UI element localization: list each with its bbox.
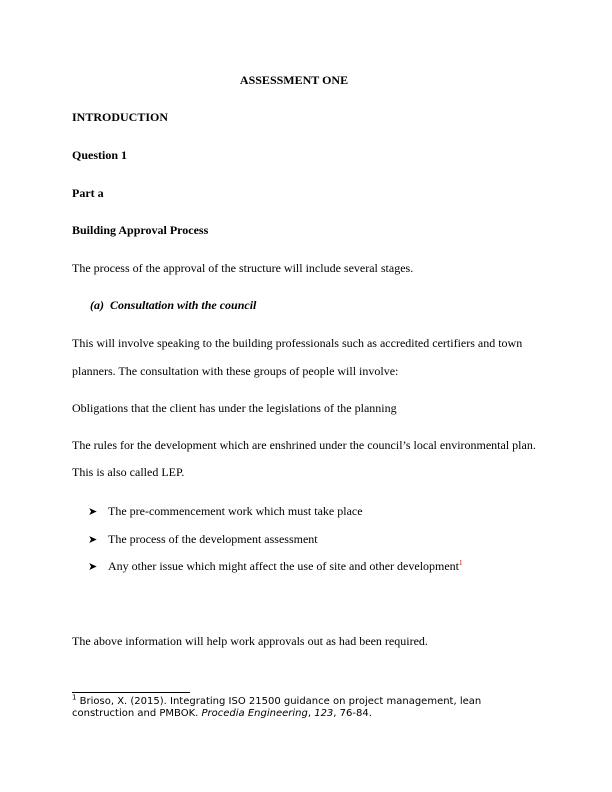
footnote-separator bbox=[72, 692, 190, 693]
footnote bbox=[72, 693, 512, 720]
arrow-bullet-icon: ➤ bbox=[88, 533, 98, 546]
footnote-line-1 bbox=[72, 693, 512, 708]
subheading-text: Consultation with the council bbox=[110, 298, 257, 312]
list-item bbox=[88, 559, 463, 574]
list-item-text: The process of the development assessment bbox=[108, 532, 318, 546]
subheading-marker: (a) bbox=[90, 298, 104, 312]
arrow-bullet-icon: ➤ bbox=[88, 505, 98, 518]
heading-introduction: INTRODUCTION bbox=[72, 110, 169, 124]
paragraph-closing: The above information will help work approvals out as had been required. bbox=[72, 634, 428, 648]
list-item bbox=[88, 504, 363, 519]
footnote-volume: 123 bbox=[314, 708, 334, 719]
footnote-reference[interactable]: 1 bbox=[459, 559, 463, 567]
document-title: ASSESSMENT ONE bbox=[239, 73, 349, 87]
list-item-text: The pre-commencement work which must take place bbox=[108, 504, 363, 518]
heading-part: Part a bbox=[72, 186, 104, 200]
footnote-pages: , 76-84. bbox=[333, 708, 372, 719]
footnote-text-line-2: construction and PMBOK. bbox=[72, 708, 202, 719]
paragraph-consultation-line-2: planners. The consultation with these groups of people will involve: bbox=[72, 364, 399, 378]
footnote-number: 1 bbox=[72, 693, 77, 702]
footnote-text-line-1: Brioso, X. (2015). Integrating ISO 21500 guidance on project management, lean bbox=[76, 696, 482, 707]
paragraph-consultation-line-1: This will involve speaking to the building professionals such as accredited certifiers and town bbox=[72, 336, 523, 350]
paragraph-rules-line-1: The rules for the development which are enshrined under the council’s local environmental plan. bbox=[72, 438, 536, 452]
arrow-bullet-icon: ➤ bbox=[88, 560, 98, 573]
paragraph-obligations: Obligations that the client has under the legislations of the planning bbox=[72, 401, 397, 415]
footnote-journal: Procedia Engineering bbox=[201, 708, 308, 719]
list-item-text: Any other issue which might affect the use of site and other development bbox=[108, 559, 460, 573]
list-item bbox=[88, 532, 318, 547]
subheading-consultation bbox=[90, 298, 256, 312]
heading-section: Building Approval Process bbox=[72, 223, 209, 237]
paragraph-rules-line-2: This is also called LEP. bbox=[72, 465, 185, 479]
footnote-comma: , bbox=[307, 708, 315, 719]
paragraph-stages: The process of the approval of the structure will include several stages. bbox=[72, 261, 414, 275]
heading-question: Question 1 bbox=[72, 148, 128, 162]
footnote-line-2 bbox=[72, 708, 512, 720]
